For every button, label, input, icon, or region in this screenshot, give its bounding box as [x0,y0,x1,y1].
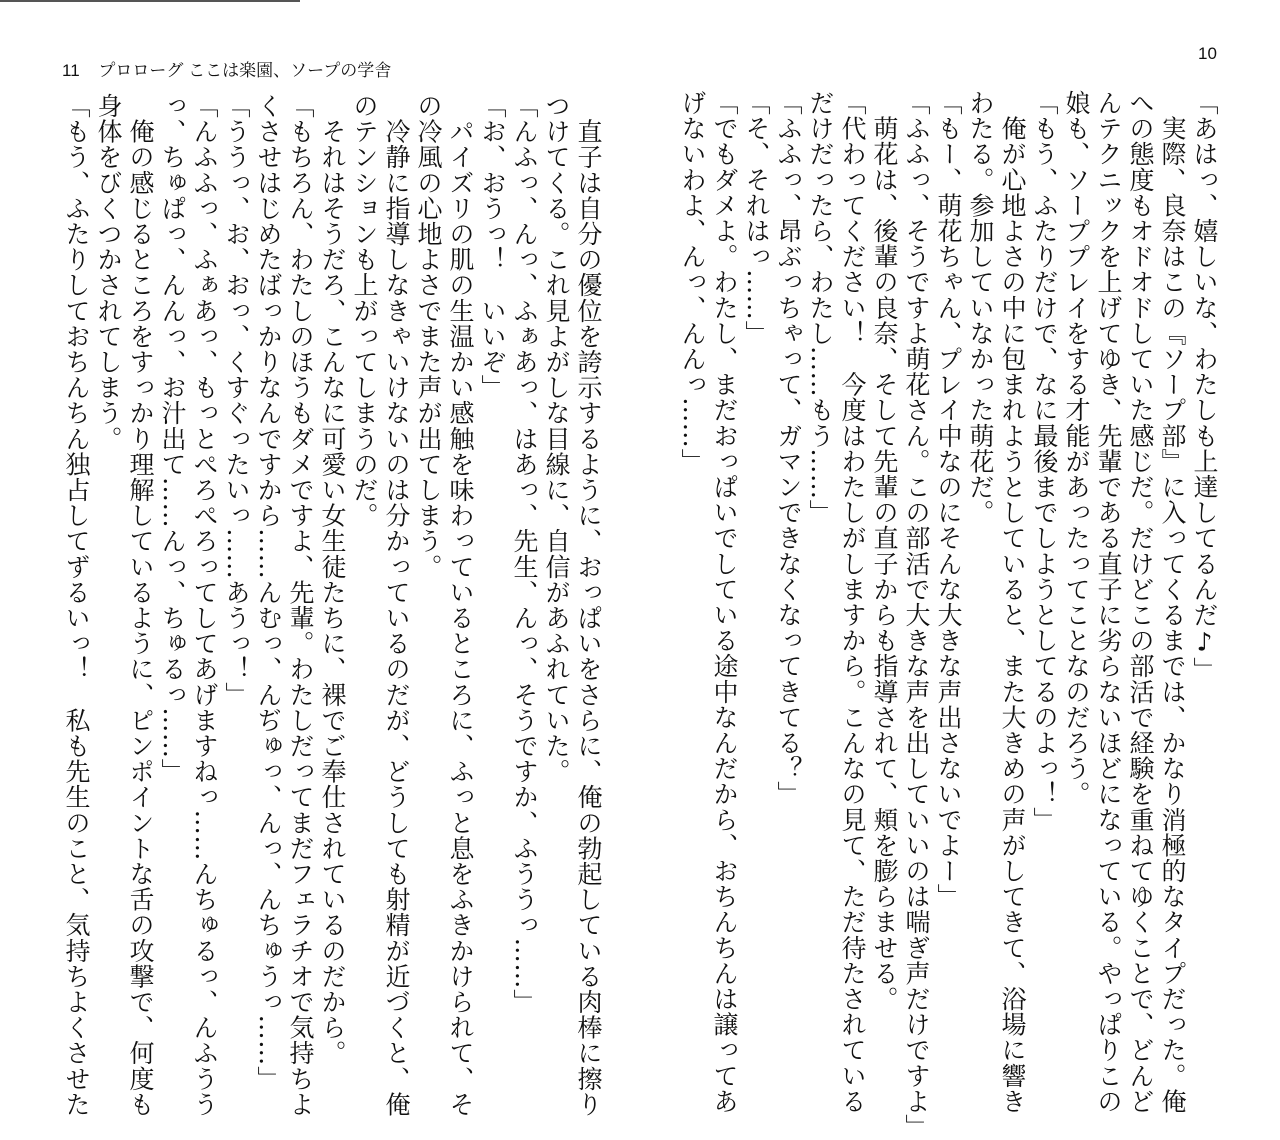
text-line: 「ふふっ、そうですよ萌花さん。この部活で大きな声を出していいのは喘ぎ声だけですよ」 [902,90,931,1140]
scan-edge-line [0,0,300,2]
text-line: パイズリの肌の生温かい感触を味わっているところに、ふっと息をふきかけられて、そ [446,93,475,1117]
running-title: プロローグ ここは楽園、ソープの学舎 [98,61,392,80]
left-page-number: 11 [62,61,80,80]
text-line: んテクニックを上げてゆき、先輩である直子に劣らないほどになっている。やっぱりこの [1094,90,1123,1114]
text-line: への態度もオドオドしていた感じだ。だけどこの部活で経験を重ねてゆくことで、どんど [1126,90,1155,1114]
text-line: だけだったら、わたし……もう……」 [806,90,835,526]
text-line: それはそうだろ、こんなに可愛い女生徒たちに、裸でご奉仕されているのだから。 [318,93,347,1066]
text-line: 身体をびくつかされてしまう。 [94,93,123,452]
text-line: 娘も、ソーププレイをする才能があったってことなのだろう。 [1062,90,1091,807]
text-line: わたる。参加していなかった萌花だ。 [966,90,995,526]
text-line: 「んふっ、んっ、ふぁあっ、はあっ、先生、んっ、そうですか、ふううっ……」 [510,93,539,1015]
text-line: 「お、おうっ！ いいぞ」 [478,93,507,401]
text-line: 「あはっ、嬉しいな、わたしも上達してるんだ♪」 [1190,90,1219,683]
text-line: 「ふふっ、昂ぶっちゃって、ガマンできなくなってきてる？」 [774,90,803,807]
text-line: 実際、良奈はこの『ソープ部』に入ってくるまでは、かなり消極的なタイプだった。俺 [1158,90,1187,1114]
text-line: の冷風の心地よさでまた声が出てしまう。 [414,93,443,580]
text-line: 「んふふっ、ふぁあっ、もっとぺろぺろってしてあげますねっ……んちゅるっ、んふうう [190,93,219,1117]
right-page-body [672,90,1220,1140]
text-line: のテンションも上がってしまうのだ。 [350,93,379,529]
text-line: 俺の感じるところをすっかり理解しているように、ピンポイントな舌の攻撃で、何度も [126,93,155,1117]
text-line: 「ううっ、お、おっ、くすぐったいっ……あうっ！」 [222,93,251,708]
text-line: げないわよ、んっ、んんっ……」 [678,90,707,474]
text-line: 「もちろん、わたしのほうもダメですよ、先輩。わたしだってまだフェラチオで気持ちよ [286,93,315,1117]
text-line: 直子は自分の優位を誇示するように、おっぱいをさらに、俺の勃起している肉棒に擦り [574,93,603,1117]
text-line: 「もう、ふたりしておちんちん独占してずるいっ！ 私も先生のこと、気持ちよくさせた [62,93,91,1117]
text-line: 「代わってください！ 今度はわたしがしますから。こんなの見て、ただ待たされている [838,90,867,1114]
text-line: くさせはじめたばっかりなんですから……んむっ、んぢゅっ、んっ、んちゅうっ……」 [254,93,283,1092]
text-line: 「そ、それはっ……」 [742,90,771,346]
text-line: 「もう、ふたりだけで、なに最後までしようとしてるのよっ！」 [1030,90,1059,833]
text-line: 「でもダメよ。わたし、まだおっぱいでしている途中なんだから、おちんちんは譲ってあ [710,90,739,1114]
right-page-number: 10 [1198,44,1217,63]
text-line: 「もー、萌花ちゃん、プレイ中なのにそんな大きな声出さないでよー」 [934,90,963,910]
text-line: っ、ちゅぱっ、んんっ、お汁出て……んっ、ちゅるっ……」 [158,93,187,785]
text-line: 俺が心地よさの中に包まれようとしていると、また大きめの声がしてきて、浴場に響き [998,90,1027,1114]
text-line: 萌花は、後輩の良奈、そして先輩の直子からも指導されて、頬を膨らませる。 [870,90,899,1012]
text-line: つけてくる。これ見よがしな目線に、自信があふれていた。 [542,93,571,785]
text-line: 冷静に指導しなきゃいけないのは分かっているのだが、どうしても射精が近づくと、俺 [382,93,411,1117]
left-page-header [62,56,391,81]
left-page-body [62,93,604,1117]
